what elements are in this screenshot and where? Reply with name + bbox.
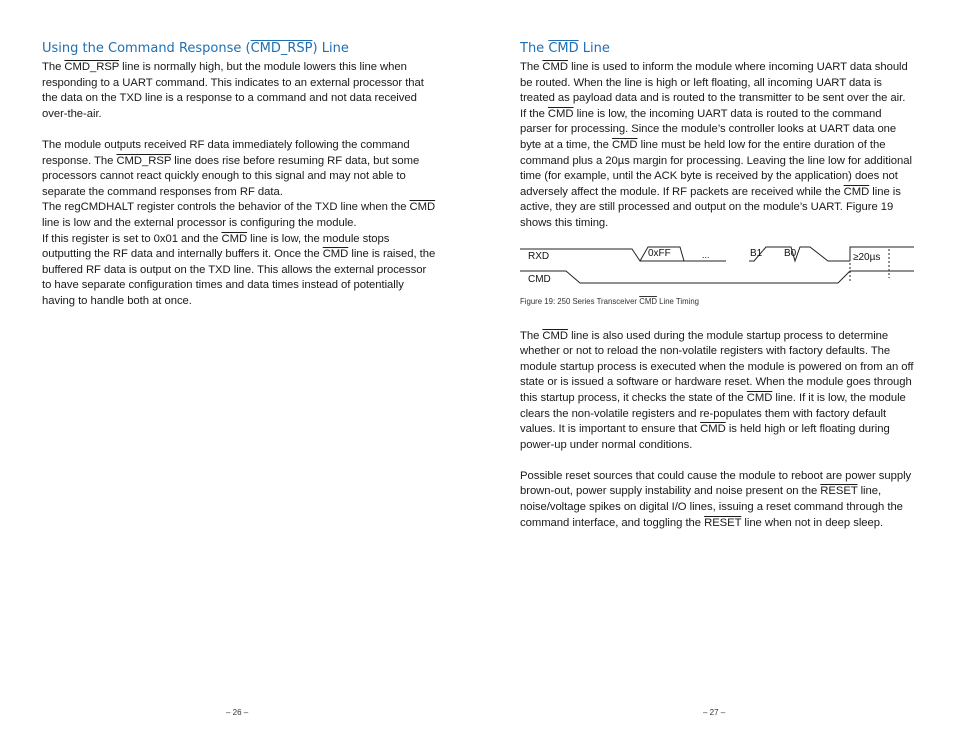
signal-name: $\overline{CMD}$: [611, 138, 638, 151]
signal-name: CMD_RSP: [116, 154, 172, 167]
text-run: line is low and the external processor is configuring the module.: [42, 216, 357, 229]
text-run: line is raised, the buffered RF data is output on the TXD line. This allows the external processor to have separate configuration times and data times instead of potentially having to handle both at once.: [42, 248, 436, 307]
signal-name: $\overline{CMD}$: [322, 248, 349, 261]
text-run: line is normally high, but the module lowers this line when responding to a UART command. This indicates to an external processor that the data on the TXD line is a response to a command and not data received over-the-air.: [42, 61, 424, 120]
text-run: line is low, the module stops outputting the RF data and internally buffers it. Once the: [42, 232, 390, 261]
text-run: line is low, the incoming UART data is routed to the command parser for processing. Since the module’s controller looks at UART data one byte at a time, the: [520, 107, 897, 151]
text-run: If this register is set to 0x01 and the: [42, 232, 222, 245]
signal-name: CMD_RSP: [64, 61, 120, 73]
heading-text: Using the Command Response (: [42, 41, 251, 56]
text-run: line is active, they are still processed and output on the module’s UART. Figure 19 shows this timing.: [520, 185, 901, 229]
signal-name: RESET: [704, 516, 742, 529]
text-run: line is also used during the module startup process to determine whether or not to reload the non-volatile registers with factory defaults. The module startup process is executed when the module is powered on from an off state or is issued a software or hardware reset. When the module goes through this startup process, it checks the state of the: [520, 329, 914, 404]
cmd-waveform: [520, 271, 914, 283]
paragraph-rf-data-output: [42, 138, 438, 200]
text-run: The: [520, 61, 543, 73]
text-run: line does rise before resuming RF data, but some processors cannot react quickly enough to this signal and may not able to separate the command responses from RF data.: [42, 154, 420, 198]
signal-name: $\overline{CMD}$: [409, 201, 436, 214]
text-run: line. If it is low, the module clears the non-volatile registers and re-populates them with factory default values. It is important to ensure that: [520, 391, 906, 436]
timing-diagram-svg: [520, 240, 914, 292]
byte-b0: B0: [784, 247, 797, 259]
text-run: line must be held low for the entire duration of the command plus a 20µs margin for processing. Leaving the line low for additional time (for example, until the ACK byte is received by the application) does not adversely affect the module. If RF packets are received while the: [520, 138, 912, 198]
text-run: Figure 19: 250 Series Transceiver: [520, 296, 640, 306]
heading-text-suffix: ) Line: [312, 41, 349, 56]
paragraph-register-0x01: [42, 232, 438, 310]
text-run: is held high or left floating during power-up under normal conditions.: [520, 423, 890, 451]
signal-name: $\overline{CMD}$: [542, 61, 568, 73]
heading-signal-name: $\overline{CMD}$: [548, 41, 579, 56]
byte-b1: B1: [750, 247, 763, 259]
signal-name: RESET: [820, 485, 858, 498]
text-run: Line Timing: [656, 296, 699, 306]
signal-name: $\overline{CMD}$: [542, 329, 568, 342]
section-heading-cmd-rsp: [42, 40, 438, 57]
text-run: The regCMDHALT register controls the behavior of the TXD line when the: [42, 201, 410, 214]
signal-name: $\overline{CMD}$: [746, 391, 773, 404]
signal-name: $\overline{CMD}$: [843, 185, 870, 198]
text-run: The: [42, 61, 65, 73]
heading-signal-name: CMD_RSP: [250, 41, 313, 56]
cmd-label: CMD: [528, 273, 551, 285]
paragraph-cmd-rsp-intro: [42, 60, 438, 122]
paragraph-startup-process: [520, 329, 914, 454]
text-run: line, noise/voltage spikes on digital I/O lines, issuing a reset command through the command interface, and toggling the: [520, 485, 903, 529]
page-number-left: – 26 –: [226, 708, 249, 717]
left-page-column: [42, 40, 438, 310]
signal-name: $\overline{CMD}$: [700, 423, 726, 436]
cmd-timing-diagram: [520, 240, 914, 292]
text-run: Possible reset sources that could cause the module to reboot are power supply brown-out, power supply instability and noise present on the: [520, 469, 912, 498]
page-number-right: – 27 –: [703, 708, 726, 717]
byte-0xff: 0xFF: [648, 247, 671, 259]
margin-label: ≥20µs: [853, 251, 881, 263]
text-run: The: [520, 329, 543, 342]
heading-text: The: [520, 41, 549, 56]
paragraph-regcmdhalt: [42, 200, 438, 231]
signal-name: $\overline{CMD}$: [221, 232, 248, 245]
signal-name: $\overline{CMD}$: [639, 296, 657, 306]
text-run: The module outputs received RF data immediately following the command response. The: [42, 138, 410, 167]
rxd-label: RXD: [528, 250, 550, 262]
signal-name: $\overline{CMD}$: [547, 107, 574, 120]
figure-caption: [520, 297, 914, 307]
paragraph-reset-sources: [520, 469, 914, 531]
byte-ellipsis: ...: [702, 249, 710, 260]
paragraph-cmd-line-routing: [520, 60, 914, 232]
section-heading-cmd-line: [520, 40, 914, 57]
heading-text-suffix: Line: [578, 41, 610, 56]
right-page-column: [520, 40, 914, 531]
text-run: line when not in deep sleep.: [741, 516, 884, 529]
text-run: line is used to inform the module where incoming UART data should be routed. When the line is high or left floating, all incoming UART data is treated as payload data and is routed to the transmitter to be sent over the air. If the: [520, 61, 908, 120]
